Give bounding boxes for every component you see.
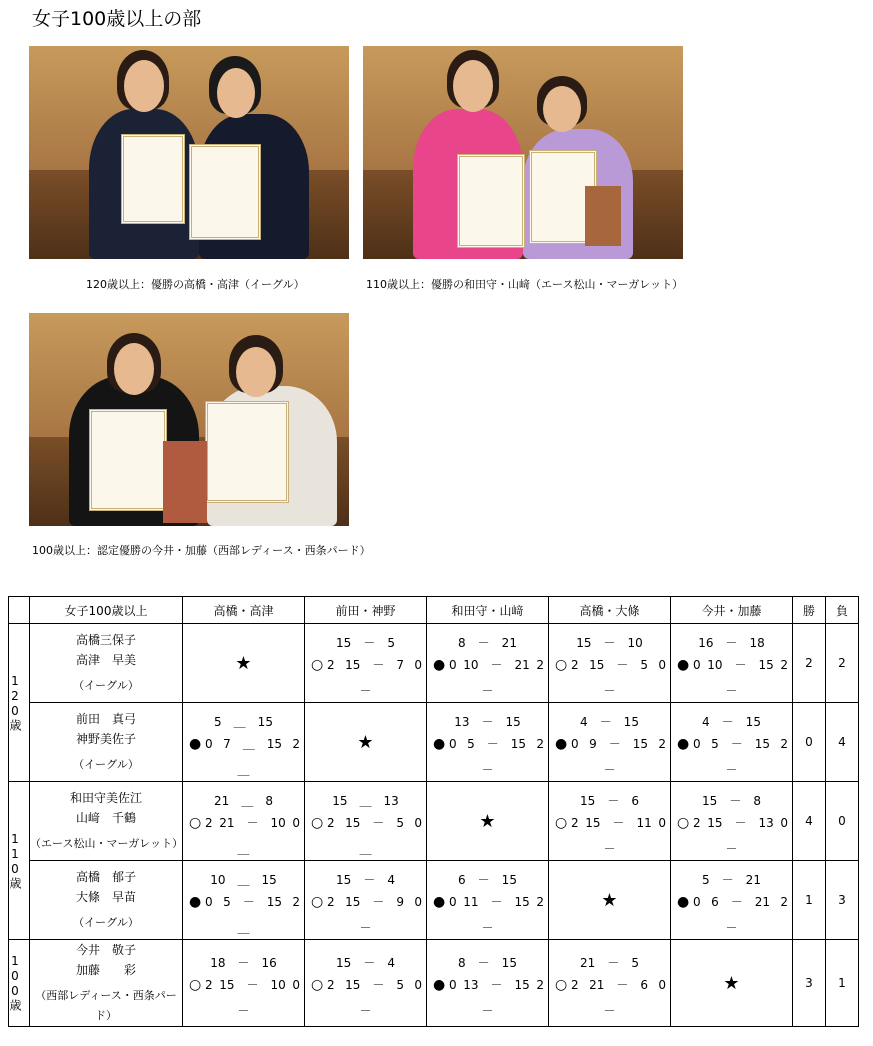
player-name: 今井 敬子 — [75, 943, 136, 957]
game-score: 18 － 16 — [210, 956, 277, 970]
star-icon: ★ — [723, 972, 740, 994]
games-won: 0 — [205, 736, 213, 751]
game-score-empty: － — [481, 1004, 494, 1018]
player-names — [30, 703, 183, 782]
game-score: 4 － 15 — [580, 715, 639, 729]
result-mark-icon: ● — [677, 893, 690, 910]
game-score: 4 － 15 — [702, 715, 761, 729]
games-won: 2 — [327, 977, 335, 992]
table-row — [9, 703, 859, 782]
match-result-cell — [305, 782, 427, 861]
match-result-cell — [427, 861, 549, 940]
game-score-empty: ＿ — [237, 921, 250, 935]
game-score: 6 － 15 — [458, 873, 517, 887]
game-score-empty: － — [725, 684, 738, 698]
photo-110-winners — [363, 46, 683, 259]
player-names — [30, 624, 183, 703]
age-group-text: 110歳 — [8, 831, 22, 890]
club-name: （イーグル） — [73, 916, 139, 929]
match-result-cell — [183, 861, 305, 940]
game-score-empty: － — [359, 921, 372, 935]
game-score: 15 ＿ 13 — [332, 794, 399, 808]
game-score-empty: － — [725, 842, 738, 856]
games-won: 0 — [449, 657, 457, 672]
self-match-cell — [183, 624, 305, 703]
game-score: 15 － 4 — [336, 873, 395, 887]
star-icon: ★ — [479, 810, 496, 832]
match-result-cell — [671, 861, 793, 940]
games-won: 0 — [571, 736, 579, 751]
match-result-cell — [305, 861, 427, 940]
game-score: 15 － 10 — [576, 636, 643, 650]
result-mark-icon: ○ — [189, 814, 202, 831]
games-won: 2 — [327, 815, 335, 830]
player-names — [30, 861, 183, 940]
player-name: 大條 早苗 — [75, 890, 136, 904]
self-match-cell — [671, 940, 793, 1027]
result-mark-icon: ● — [677, 735, 690, 752]
header-team: 前田・神野 — [305, 597, 427, 624]
wins-count: 4 — [793, 782, 826, 861]
page-title: 女子100歳以上の部 — [32, 8, 202, 30]
game-score-empty: － — [603, 684, 616, 698]
match-result-cell — [305, 624, 427, 703]
match-result-cell — [549, 782, 671, 861]
wins-count: 0 — [793, 703, 826, 782]
result-mark-icon: ● — [555, 735, 568, 752]
star-icon: ★ — [357, 731, 374, 753]
match-result-cell — [549, 940, 671, 1027]
losses-count: 0 — [826, 782, 859, 861]
losses-count: 3 — [826, 861, 859, 940]
match-result-cell — [305, 940, 427, 1027]
game-score: 21 ＿ 8 — [214, 794, 273, 808]
result-mark-icon: ○ — [311, 893, 324, 910]
game-score: 15 － 5 — [345, 816, 404, 830]
games-lost: 0 — [292, 977, 300, 992]
age-group-label — [9, 940, 30, 1027]
player-name: 高津 早美 — [75, 653, 136, 667]
player-names — [30, 940, 183, 1027]
game-score: 10 － 15 — [707, 658, 774, 672]
result-mark-icon: ○ — [311, 814, 324, 831]
game-score: 15 － 6 — [580, 794, 639, 808]
game-score-empty: － — [603, 763, 616, 777]
game-score-empty: － — [481, 921, 494, 935]
game-score-empty: － — [481, 684, 494, 698]
star-icon: ★ — [235, 652, 252, 674]
game-score: 5 － 15 — [711, 737, 770, 751]
match-result-cell — [549, 624, 671, 703]
photo-caption-120: 120歳以上：優勝の高橋・高津（イーグル） — [86, 278, 305, 291]
match-result-cell — [427, 624, 549, 703]
player-names — [30, 782, 183, 861]
games-lost: 0 — [414, 657, 422, 672]
game-score: 13 － 15 — [463, 978, 530, 992]
games-lost: 0 — [414, 815, 422, 830]
games-lost: 2 — [780, 736, 788, 751]
game-score: 5 － 21 — [702, 873, 761, 887]
game-score: 10 － 21 — [463, 658, 530, 672]
header-team: 高橋・大條 — [549, 597, 671, 624]
header-team: 和田守・山﨑 — [427, 597, 549, 624]
self-match-cell — [427, 782, 549, 861]
photo-100-winners — [29, 313, 349, 526]
player-name: 加藤 彩 — [75, 963, 136, 977]
game-score: 7 ＿ 15 — [223, 737, 282, 751]
photo-caption-100: 100歳以上：認定優勝の今井・加藤（西部レディース・西条パード） — [32, 544, 371, 557]
game-score: 13 － 15 — [454, 715, 521, 729]
games-won: 0 — [449, 894, 457, 909]
games-lost: 2 — [536, 657, 544, 672]
games-won: 2 — [693, 815, 701, 830]
games-lost: 2 — [536, 736, 544, 751]
match-result-cell — [549, 703, 671, 782]
game-score-empty: ＿ — [237, 842, 250, 856]
star-icon: ★ — [601, 889, 618, 911]
games-lost: 2 — [292, 894, 300, 909]
wins-count: 3 — [793, 940, 826, 1027]
result-mark-icon: ○ — [311, 976, 324, 993]
game-score: 21 － 5 — [580, 956, 639, 970]
result-mark-icon: ● — [433, 656, 446, 673]
game-score-empty: ＿ — [359, 842, 372, 856]
games-lost: 2 — [536, 977, 544, 992]
game-score: 8 － 21 — [458, 636, 517, 650]
player-name: 高橋三保子 — [75, 633, 136, 647]
result-mark-icon: ○ — [555, 814, 568, 831]
game-score: 8 － 15 — [458, 956, 517, 970]
age-group-label — [9, 624, 30, 782]
photo-120-winners — [29, 46, 349, 259]
game-score: 15 － 5 — [336, 636, 395, 650]
club-name: （エース松山・マーガレット） — [30, 837, 184, 850]
game-score: 15 － 8 — [702, 794, 761, 808]
game-score: 15 － 10 — [219, 978, 286, 992]
game-score: 5 ＿ 15 — [214, 715, 273, 729]
games-won: 0 — [205, 894, 213, 909]
game-score-empty: － — [603, 1004, 616, 1018]
result-mark-icon: ● — [433, 735, 446, 752]
game-score: 15 － 7 — [345, 658, 404, 672]
player-name: 山﨑 千鶴 — [75, 811, 136, 825]
losses-count: 4 — [826, 703, 859, 782]
table-row — [9, 940, 859, 1027]
game-score: 21 － 10 — [219, 816, 286, 830]
losses-count: 2 — [826, 624, 859, 703]
result-mark-icon: ● — [433, 976, 446, 993]
games-lost: 0 — [414, 977, 422, 992]
table-row — [9, 861, 859, 940]
games-lost: 2 — [780, 894, 788, 909]
games-won: 2 — [205, 977, 213, 992]
games-lost: 2 — [536, 894, 544, 909]
game-score: 15 － 9 — [345, 895, 404, 909]
result-mark-icon: ○ — [311, 656, 324, 673]
game-score-empty: ＿ — [237, 763, 250, 777]
game-score-empty: － — [481, 763, 494, 777]
self-match-cell — [305, 703, 427, 782]
games-lost: 0 — [780, 815, 788, 830]
games-lost: 2 — [292, 736, 300, 751]
header-division: 女子100歳以上 — [30, 597, 183, 624]
game-score-empty: － — [359, 684, 372, 698]
player-name: 和田守美佐江 — [69, 791, 142, 805]
game-score: 15 － 5 — [589, 658, 648, 672]
games-won: 0 — [449, 977, 457, 992]
games-won: 0 — [693, 894, 701, 909]
match-result-cell — [183, 782, 305, 861]
games-won: 2 — [327, 657, 335, 672]
age-group-text: 100歳 — [8, 954, 22, 1012]
games-lost: 0 — [658, 977, 666, 992]
result-mark-icon: ○ — [677, 814, 690, 831]
match-result-cell — [427, 940, 549, 1027]
game-score: 10 ＿ 15 — [210, 873, 277, 887]
wins-count: 2 — [793, 624, 826, 703]
result-mark-icon: ● — [189, 893, 202, 910]
results-table — [8, 596, 859, 1027]
photo-caption-110: 110歳以上：優勝の和田守・山﨑（エース松山・マーガレット） — [366, 278, 684, 291]
game-score-empty: － — [359, 1004, 372, 1018]
result-mark-icon: ○ — [555, 976, 568, 993]
losses-count: 1 — [826, 940, 859, 1027]
games-won: 0 — [693, 736, 701, 751]
player-name: 前田 真弓 — [75, 712, 136, 726]
game-score: 5 － 15 — [223, 895, 282, 909]
game-score: 15 － 11 — [585, 816, 652, 830]
result-mark-icon: ○ — [555, 656, 568, 673]
game-score: 9 － 15 — [589, 737, 648, 751]
games-won: 2 — [205, 815, 213, 830]
header-team: 今井・加藤 — [671, 597, 793, 624]
header-losses: 負 — [826, 597, 859, 624]
result-mark-icon: ○ — [189, 976, 202, 993]
game-score-empty: － — [237, 1004, 250, 1018]
games-won: 2 — [571, 657, 579, 672]
game-score-empty: － — [725, 921, 738, 935]
game-score: 15 － 4 — [336, 956, 395, 970]
match-result-cell — [671, 782, 793, 861]
game-score: 16 － 18 — [698, 636, 765, 650]
result-mark-icon: ● — [433, 893, 446, 910]
result-mark-icon: ● — [189, 735, 202, 752]
club-name: （イーグル） — [73, 758, 139, 771]
games-lost: 2 — [780, 657, 788, 672]
games-won: 2 — [571, 977, 579, 992]
games-lost: 0 — [292, 815, 300, 830]
table-header-row — [9, 597, 859, 624]
game-score: 15 － 13 — [707, 816, 774, 830]
match-result-cell — [671, 624, 793, 703]
games-won: 0 — [449, 736, 457, 751]
player-name: 神野美佐子 — [75, 732, 136, 746]
game-score: 11 － 15 — [463, 895, 530, 909]
match-result-cell — [183, 940, 305, 1027]
wins-count: 1 — [793, 861, 826, 940]
club-name: （イーグル） — [73, 679, 139, 692]
game-score-empty: － — [725, 763, 738, 777]
game-score: 5 － 15 — [467, 737, 526, 751]
table-row — [9, 624, 859, 703]
self-match-cell — [549, 861, 671, 940]
games-won: 2 — [327, 894, 335, 909]
game-score-empty: － — [603, 842, 616, 856]
games-lost: 0 — [658, 657, 666, 672]
game-score: 21 － 6 — [589, 978, 648, 992]
age-group-label — [9, 782, 30, 940]
games-lost: 2 — [658, 736, 666, 751]
game-score: 6 － 21 — [711, 895, 770, 909]
match-result-cell — [183, 703, 305, 782]
result-mark-icon: ● — [677, 656, 690, 673]
match-result-cell — [671, 703, 793, 782]
player-name: 高橋 郁子 — [75, 870, 136, 884]
header-wins: 勝 — [793, 597, 826, 624]
header-team: 高橋・高津 — [183, 597, 305, 624]
games-won: 2 — [571, 815, 579, 830]
games-won: 0 — [693, 657, 701, 672]
age-group-text: 120歳 — [8, 673, 22, 732]
games-lost: 0 — [658, 815, 666, 830]
match-result-cell — [427, 703, 549, 782]
games-lost: 0 — [414, 894, 422, 909]
game-score: 15 － 5 — [345, 978, 404, 992]
club-name: （西部レディース・西条パード） — [35, 989, 177, 1022]
table-row — [9, 782, 859, 861]
